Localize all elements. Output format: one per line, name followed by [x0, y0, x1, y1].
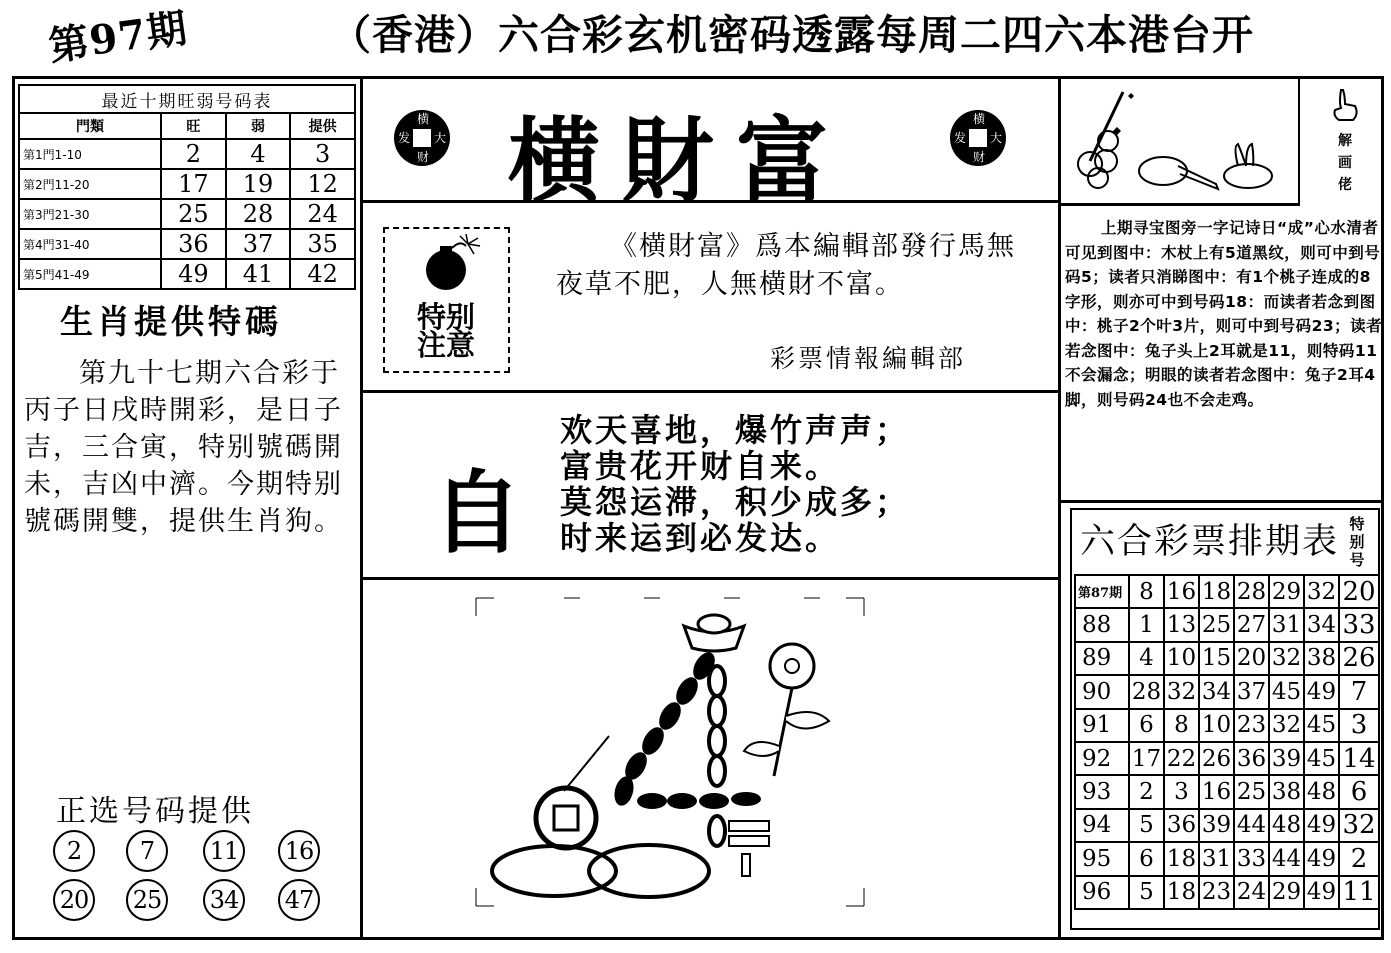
cell: 49	[161, 259, 226, 289]
number-cell: 32	[1304, 575, 1339, 608]
number-cell: 10	[1199, 709, 1234, 742]
number-cell: 34	[1199, 675, 1234, 708]
number-cell: 45	[1269, 675, 1304, 708]
table-row	[19, 199, 355, 229]
table-row	[19, 169, 355, 199]
number-cell: 31	[1199, 842, 1234, 875]
special-cell: 33	[1339, 608, 1379, 641]
issue-cell: 89	[1075, 642, 1129, 675]
special-cell: 26	[1339, 642, 1379, 675]
schedule-special-label: 特别号	[1349, 515, 1365, 569]
cell: 37	[226, 229, 291, 259]
number-cell: 44	[1234, 809, 1269, 842]
poem-line: 时来运到必发达。	[560, 519, 841, 557]
notice-signature: 彩票情報編輯部	[770, 344, 967, 373]
coin-char: 大	[434, 131, 447, 145]
coin-char: 财	[973, 150, 986, 164]
coin-char: 财	[417, 150, 430, 164]
number-cell: 17	[1129, 742, 1164, 775]
poem-line: 富贵花开财自来。	[560, 447, 841, 485]
divider-left	[360, 78, 363, 938]
cell: 36	[161, 229, 226, 259]
number-cell: 1	[1129, 608, 1164, 641]
hint-character: 自	[432, 460, 522, 566]
number-cell: 36	[1234, 742, 1269, 775]
cell: 2	[161, 139, 226, 169]
table-row	[1075, 775, 1379, 808]
column-header: 旺	[161, 113, 226, 139]
special-cell: 3	[1339, 709, 1379, 742]
issue-cell: 第87期	[1075, 575, 1129, 608]
treasure-illustration	[474, 596, 866, 908]
pick-number: 34	[203, 879, 245, 921]
number-cell: 8	[1164, 709, 1199, 742]
table-row	[19, 259, 355, 289]
number-cell: 4	[1129, 642, 1164, 675]
number-cell: 32	[1164, 675, 1199, 708]
number-cell: 48	[1304, 775, 1339, 808]
table-row	[1075, 742, 1379, 775]
coin-char: 横	[417, 112, 430, 126]
special-cell: 11	[1339, 876, 1379, 909]
column-header: 提供	[290, 113, 355, 139]
number-cell: 6	[1129, 709, 1164, 742]
number-cell: 2	[1129, 775, 1164, 808]
table-row	[1075, 608, 1379, 641]
number-cell: 18	[1164, 842, 1199, 875]
cell: 24	[290, 199, 355, 229]
special-cell: 7	[1339, 675, 1379, 708]
zodiac-text: 第九十七期六合彩于丙子日戌時開彩，是日子吉，三合寅，特别號碼開未，吉凶中濟。今期特别號碼開雙，提供生肖狗。	[24, 358, 343, 537]
divider-schedule	[1061, 500, 1384, 503]
table-row	[19, 229, 355, 259]
number-cell: 25	[1234, 775, 1269, 808]
number-cell: 23	[1199, 876, 1234, 909]
divider-riddle-top	[1061, 203, 1299, 206]
pick-number: 20	[53, 879, 95, 921]
cell: 19	[226, 169, 291, 199]
number-cell: 5	[1129, 876, 1164, 909]
number-cell: 25	[1199, 608, 1234, 641]
cell: 28	[226, 199, 291, 229]
issue-cell: 88	[1075, 608, 1129, 641]
divider-hint	[1298, 78, 1300, 206]
cell: 3	[290, 139, 355, 169]
cell: 41	[226, 259, 291, 289]
issue-cell: 91	[1075, 709, 1129, 742]
issue-cell: 94	[1075, 809, 1129, 842]
number-cell: 49	[1304, 809, 1339, 842]
cell: 42	[290, 259, 355, 289]
table-row	[1075, 809, 1379, 842]
column-header: 門類	[19, 113, 161, 139]
pick-number: 25	[126, 879, 168, 921]
pick-number: 2	[53, 830, 95, 872]
number-cell: 18	[1199, 575, 1234, 608]
pick-number: 11	[203, 830, 245, 872]
notice-label-line: 注意	[416, 328, 475, 362]
number-cell: 16	[1199, 775, 1234, 808]
number-cell: 32	[1269, 642, 1304, 675]
schedule-title: 六合彩票排期表	[1080, 522, 1340, 562]
cell: 25	[161, 199, 226, 229]
number-cell: 49	[1304, 876, 1339, 909]
headline: （香港）六合彩玄机密码透露每周二四六本港台开	[330, 11, 1254, 59]
number-cell: 3	[1164, 775, 1199, 808]
number-cell: 16	[1164, 575, 1199, 608]
number-cell: 45	[1304, 709, 1339, 742]
number-cell: 33	[1234, 842, 1269, 875]
number-cell: 29	[1269, 876, 1304, 909]
row-label: 第2門11-20	[19, 169, 161, 199]
bomb-icon	[420, 234, 490, 294]
number-cell: 13	[1164, 608, 1199, 641]
special-cell: 32	[1339, 809, 1379, 842]
cell: 12	[290, 169, 355, 199]
number-cell: 20	[1234, 642, 1269, 675]
table-row	[19, 139, 355, 169]
number-cell: 49	[1304, 675, 1339, 708]
cell: 35	[290, 229, 355, 259]
number-cell: 36	[1164, 809, 1199, 842]
notice-text: 《横財富》爲本編輯部發行馬無夜草不肥，人無横財不富。	[556, 231, 1016, 300]
table-row	[1075, 642, 1379, 675]
divider-right	[1058, 78, 1061, 938]
table-row	[1075, 575, 1379, 608]
strength-table-title: 最近十期旺弱号码表	[19, 85, 355, 113]
number-cell: 38	[1304, 642, 1339, 675]
picture-hint-label: 解画佬	[1338, 133, 1352, 193]
issue-cell: 93	[1075, 775, 1129, 808]
number-cell: 31	[1269, 608, 1304, 641]
special-cell: 6	[1339, 775, 1379, 808]
pick-number: 47	[278, 879, 320, 921]
number-cell: 22	[1164, 742, 1199, 775]
number-cell: 23	[1234, 709, 1269, 742]
divider-poem	[363, 577, 1058, 580]
coin-char: 横	[973, 112, 986, 126]
issue-cell: 92	[1075, 742, 1129, 775]
notice-label	[394, 300, 498, 362]
poem-line: 欢天喜地，爆竹声声；	[560, 411, 911, 449]
number-cell: 29	[1269, 575, 1304, 608]
number-cell: 6	[1129, 842, 1164, 875]
number-cell: 32	[1269, 709, 1304, 742]
number-cell: 28	[1234, 575, 1269, 608]
table-row	[1075, 876, 1379, 909]
pointing-hand-icon	[1331, 86, 1361, 126]
number-cell: 39	[1199, 809, 1234, 842]
number-cell: 48	[1269, 809, 1304, 842]
number-cell: 28	[1129, 675, 1164, 708]
poem	[560, 412, 910, 556]
number-cell: 45	[1304, 742, 1339, 775]
picks-heading: 正选号码提供	[56, 794, 254, 829]
cell: 4	[226, 139, 291, 169]
number-cell: 26	[1199, 742, 1234, 775]
number-cell: 27	[1234, 608, 1269, 641]
row-label: 第4門31-40	[19, 229, 161, 259]
number-cell: 34	[1304, 608, 1339, 641]
masthead-title: 横財富	[508, 107, 851, 215]
row-label: 第5門41-49	[19, 259, 161, 289]
cell: 17	[161, 169, 226, 199]
issue-number: 第97期	[45, 4, 191, 71]
issue-cell: 95	[1075, 842, 1129, 875]
coin-char: 发	[954, 131, 967, 145]
number-cell: 18	[1164, 876, 1199, 909]
special-cell: 14	[1339, 742, 1379, 775]
table-row	[1075, 675, 1379, 708]
number-cell: 24	[1234, 876, 1269, 909]
number-cell: 37	[1234, 675, 1269, 708]
number-cell: 8	[1129, 575, 1164, 608]
number-cell: 15	[1199, 642, 1234, 675]
zodiac-heading: 生肖提供特碼	[60, 302, 282, 341]
coin-char: 发	[398, 131, 411, 145]
column-header: 弱	[226, 113, 291, 139]
issue-cell: 96	[1075, 876, 1129, 909]
riddle-text: 上期寻宝图旁一字记诗日“成”心水清者可见到图中：木杖上有5道黑纹，则可中到号码5；读者只消睇图中：有1个桃子连成的8字形，则亦可中到号码18：而读者若念到图中：桃子2个叶3片，则可中到号码23；读者若念图中：兔子头上2耳就是11，则特码11不会漏念；明眼的读者若念图中：兔子2耳4脚，则号码24也不会走鸡。	[1065, 219, 1383, 409]
pick-number: 7	[126, 830, 168, 872]
strength-table	[18, 84, 356, 290]
row-label: 第1門1-10	[19, 139, 161, 169]
row-label: 第3門21-30	[19, 199, 161, 229]
picture-hint-illustration	[1068, 86, 1293, 198]
number-cell: 39	[1269, 742, 1304, 775]
number-cell: 44	[1269, 842, 1304, 875]
notice-label-line: 特别	[416, 300, 475, 334]
table-row	[1075, 709, 1379, 742]
schedule-table	[1074, 574, 1380, 910]
divider-notice	[363, 390, 1058, 393]
table-row	[1075, 842, 1379, 875]
number-cell: 38	[1269, 775, 1304, 808]
poem-line: 莫怨运滞，积少成多；	[560, 483, 911, 521]
coin-icon	[394, 110, 450, 166]
pick-number: 16	[278, 830, 320, 872]
number-cell: 49	[1304, 842, 1339, 875]
coin-char: 大	[990, 131, 1003, 145]
issue-cell: 90	[1075, 675, 1129, 708]
special-cell: 20	[1339, 575, 1379, 608]
special-cell: 2	[1339, 842, 1379, 875]
coin-icon	[950, 110, 1006, 166]
number-cell: 10	[1164, 642, 1199, 675]
number-cell: 5	[1129, 809, 1164, 842]
